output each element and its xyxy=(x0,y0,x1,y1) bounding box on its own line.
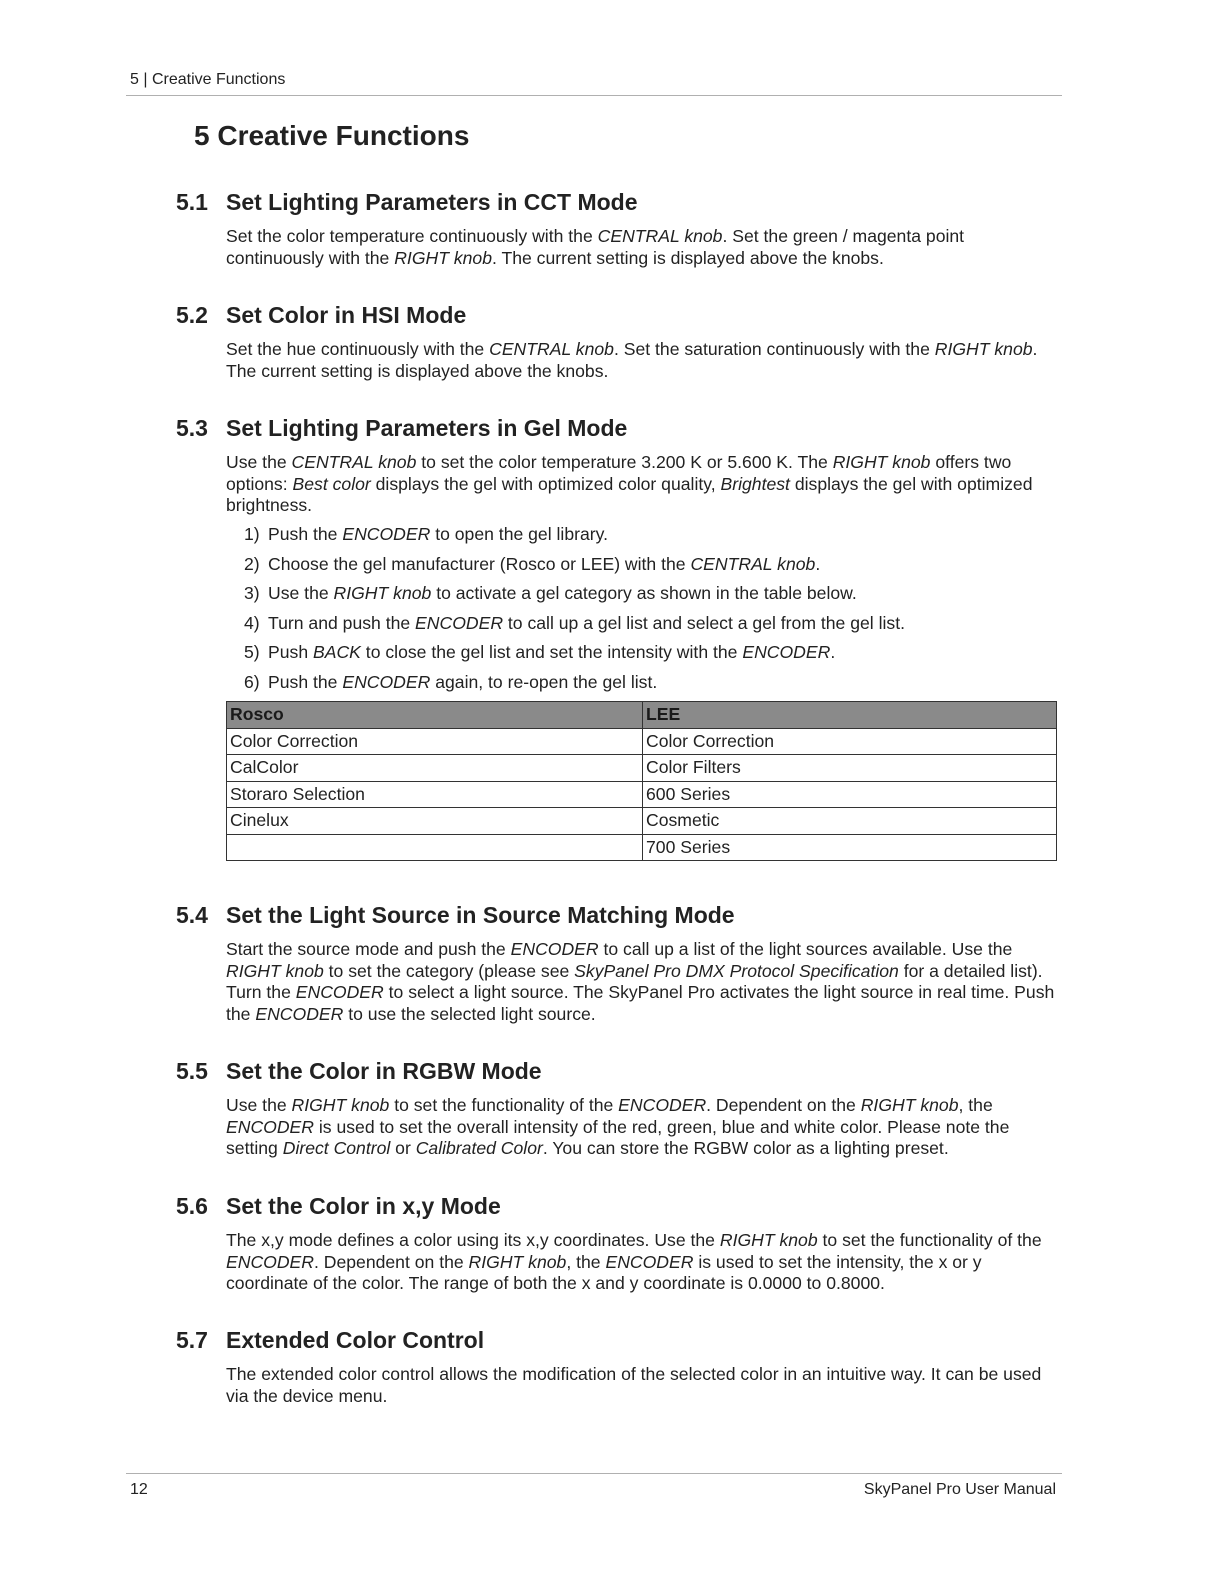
text: offers two options: xyxy=(226,452,1012,494)
text: . The current setting is displayed above the knobs. xyxy=(226,339,1038,381)
section-heading xyxy=(176,414,1056,442)
emphasis: RIGHT knob xyxy=(226,960,324,981)
text: . Set the saturation continuously with the xyxy=(613,339,935,359)
text: to set the functionality of the xyxy=(817,1230,1042,1250)
section-number: 5.5 xyxy=(176,1058,208,1084)
emphasis: Brightest xyxy=(720,473,790,494)
emphasis: RIGHT knob xyxy=(394,247,492,268)
manual-title: SkyPanel Pro User Manual xyxy=(863,1481,1056,1498)
emphasis: ENCODER xyxy=(742,642,831,663)
table-header-row xyxy=(227,702,1057,729)
section-title: Set the Color in x,y Mode xyxy=(226,1193,501,1219)
table-cell: Color Correction xyxy=(643,728,1057,755)
step-list xyxy=(244,524,1056,693)
text: Turn and push the xyxy=(268,612,416,633)
table-row xyxy=(227,781,1057,808)
table-row xyxy=(227,755,1057,782)
section-body xyxy=(226,339,1056,382)
section-body xyxy=(226,1095,1056,1160)
section-title: Set Lighting Parameters in Gel Mode xyxy=(226,415,628,441)
text: again, to re-open the gel list. xyxy=(430,671,658,692)
text: Push the xyxy=(268,671,343,692)
table-cell: Storaro Selection xyxy=(227,781,643,808)
table-cell: CalColor xyxy=(227,755,643,782)
step-number: 2) xyxy=(244,553,260,574)
table-cell xyxy=(227,834,643,861)
emphasis: CENTRAL knob xyxy=(690,553,816,574)
emphasis: CENTRAL knob xyxy=(291,452,417,472)
section-5-5 xyxy=(176,1057,1056,1160)
section-heading xyxy=(176,1057,1056,1085)
section-body xyxy=(226,452,1056,693)
section-number: 5.4 xyxy=(176,902,208,928)
table-row xyxy=(227,834,1057,861)
step-number: 5) xyxy=(244,642,260,663)
table-cell: Cinelux xyxy=(227,808,643,835)
gel-category-table xyxy=(226,701,1057,861)
text: to set the category (please see xyxy=(323,960,575,981)
emphasis: ENCODER xyxy=(618,1095,707,1115)
emphasis: RIGHT knob xyxy=(860,1095,959,1115)
text: to close the gel list and set the intensity with the xyxy=(360,642,743,663)
section-5-1 xyxy=(176,188,1056,269)
text: Use the xyxy=(268,583,334,604)
section-5-4 xyxy=(176,901,1056,1026)
header-divider xyxy=(126,95,1062,96)
text: The x,y mode defines a color using its x,y coordinates. Use the xyxy=(226,1230,720,1250)
text: to set the functionality of the xyxy=(389,1095,619,1115)
step-number: 4) xyxy=(244,612,260,633)
text: . xyxy=(830,642,836,663)
emphasis: ENCODER xyxy=(342,671,431,692)
section-number: 5.3 xyxy=(176,415,208,441)
table-cell: 600 Series xyxy=(643,781,1057,808)
text: Choose the gel manufacturer (Rosco or LEE) with the xyxy=(268,553,691,574)
text: . Dependent on the xyxy=(706,1095,861,1115)
text: to activate a gel category as shown in the table below. xyxy=(431,583,857,604)
emphasis: ENCODER xyxy=(342,524,431,545)
emphasis: ENCODER xyxy=(510,939,599,959)
table-row xyxy=(227,728,1057,755)
footer-divider xyxy=(126,1473,1062,1474)
running-head: 5 | Creative Functions xyxy=(130,71,286,88)
section-heading xyxy=(176,1192,1056,1220)
text: . Set the green / magenta point continuously with the xyxy=(226,226,965,268)
column-header-lee: LEE xyxy=(643,702,1057,729)
step-item xyxy=(244,554,1056,576)
text: Use the xyxy=(226,452,292,472)
emphasis: ENCODER xyxy=(226,1251,314,1272)
section-number: 5.6 xyxy=(176,1193,208,1219)
text: to set the color temperature 3.200 K or 5.600 K. The xyxy=(416,452,833,472)
emphasis: RIGHT knob xyxy=(468,1251,567,1272)
text: Push xyxy=(268,642,313,663)
text: for a detailed list). Turn the xyxy=(226,960,1043,1003)
section-heading xyxy=(176,1326,1056,1354)
column-header-rosco: Rosco xyxy=(227,702,643,729)
text: or xyxy=(390,1138,416,1159)
step-number: 6) xyxy=(244,671,260,692)
section-title: Set the Light Source in Source Matching Mode xyxy=(226,902,735,928)
table-cell: Cosmetic xyxy=(643,808,1057,835)
section-body xyxy=(226,1230,1056,1295)
emphasis: CENTRAL knob xyxy=(597,226,723,246)
emphasis: Calibrated Color xyxy=(415,1138,543,1159)
table-cell: Color Filters xyxy=(643,755,1057,782)
emphasis: RIGHT knob xyxy=(934,339,1033,359)
text: Set the color temperature continuously with the xyxy=(226,226,598,246)
step-item xyxy=(244,583,1056,605)
section-number: 5.7 xyxy=(176,1327,208,1353)
text: displays the gel with optimized color quality, xyxy=(370,473,721,494)
section-number: 5.2 xyxy=(176,302,208,328)
emphasis: ENCODER xyxy=(605,1251,694,1272)
section-heading xyxy=(176,188,1056,216)
step-item xyxy=(244,672,1056,694)
section-5-2 xyxy=(176,301,1056,382)
text: . You can store the RGBW color as a lighting preset. xyxy=(542,1138,949,1159)
section-heading xyxy=(176,901,1056,929)
section-title: Set Lighting Parameters in CCT Mode xyxy=(226,189,638,215)
page-number: 12 xyxy=(130,1481,148,1498)
text: The extended color control allows the modification of the selected color in an intuitive way. It can be used via the device menu. xyxy=(226,1364,1042,1406)
emphasis: ENCODER xyxy=(295,982,384,1003)
section-number: 5.1 xyxy=(176,189,208,215)
emphasis: BACK xyxy=(313,642,361,663)
emphasis: ENCODER xyxy=(415,612,504,633)
section-title: Set Color in HSI Mode xyxy=(226,302,467,328)
section-body xyxy=(226,939,1056,1026)
emphasis: RIGHT knob xyxy=(333,583,432,604)
text: to select a light source. The SkyPanel Pro activates the light source in real time. Push the xyxy=(226,982,1055,1025)
text: . Dependent on the xyxy=(313,1251,469,1272)
emphasis: SkyPanel Pro DMX Protocol Specification xyxy=(574,960,899,981)
text: Push the xyxy=(268,524,343,545)
section-body xyxy=(226,226,1056,269)
step-item xyxy=(244,642,1056,664)
emphasis: CENTRAL knob xyxy=(489,339,614,359)
text: . The current setting is displayed above the knobs. xyxy=(492,247,884,268)
text: Set the hue continuously with the xyxy=(226,339,490,359)
emphasis: RIGHT knob xyxy=(291,1095,390,1115)
text: to call up a gel list and select a gel from the gel list. xyxy=(503,612,905,633)
text: displays the gel with optimized brightness. xyxy=(226,473,1033,516)
table-cell: 700 Series xyxy=(643,834,1057,861)
text: . xyxy=(815,553,821,574)
text: is used to set the intensity, the x or y coordinate of the color. The range of both the x and y coordinate is 0.0000 to 0.8000. xyxy=(226,1251,982,1294)
text: , the xyxy=(566,1251,606,1272)
section-5-3 xyxy=(176,414,1056,701)
section-body xyxy=(226,1364,1056,1407)
text: to open the gel library. xyxy=(430,524,609,545)
text: is used to set the overall intensity of the red, green, blue and white color. Please note the setting xyxy=(226,1116,1010,1159)
step-item xyxy=(244,524,1056,546)
step-item xyxy=(244,613,1056,635)
emphasis: Direct Control xyxy=(282,1138,391,1159)
table-row xyxy=(227,808,1057,835)
text: to use the selected light source. xyxy=(343,1004,596,1025)
emphasis: RIGHT knob xyxy=(832,452,931,472)
text: , the xyxy=(958,1095,993,1115)
section-heading xyxy=(176,301,1056,329)
emphasis: Best color xyxy=(292,473,371,494)
emphasis: RIGHT knob xyxy=(719,1230,818,1250)
step-number: 3) xyxy=(244,583,260,604)
text: Use the xyxy=(226,1095,292,1115)
text: Start the source mode and push the xyxy=(226,939,511,959)
chapter-title: 5 Creative Functions xyxy=(194,120,470,151)
step-number: 1) xyxy=(244,524,260,545)
emphasis: ENCODER xyxy=(226,1116,314,1137)
section-5-6 xyxy=(176,1192,1056,1295)
table-cell: Color Correction xyxy=(227,728,643,755)
section-5-7 xyxy=(176,1326,1056,1407)
text: to call up a list of the light sources available. Use the xyxy=(598,939,1013,959)
section-title: Set the Color in RGBW Mode xyxy=(226,1058,542,1084)
section-title: Extended Color Control xyxy=(226,1327,485,1353)
emphasis: ENCODER xyxy=(255,1004,344,1025)
